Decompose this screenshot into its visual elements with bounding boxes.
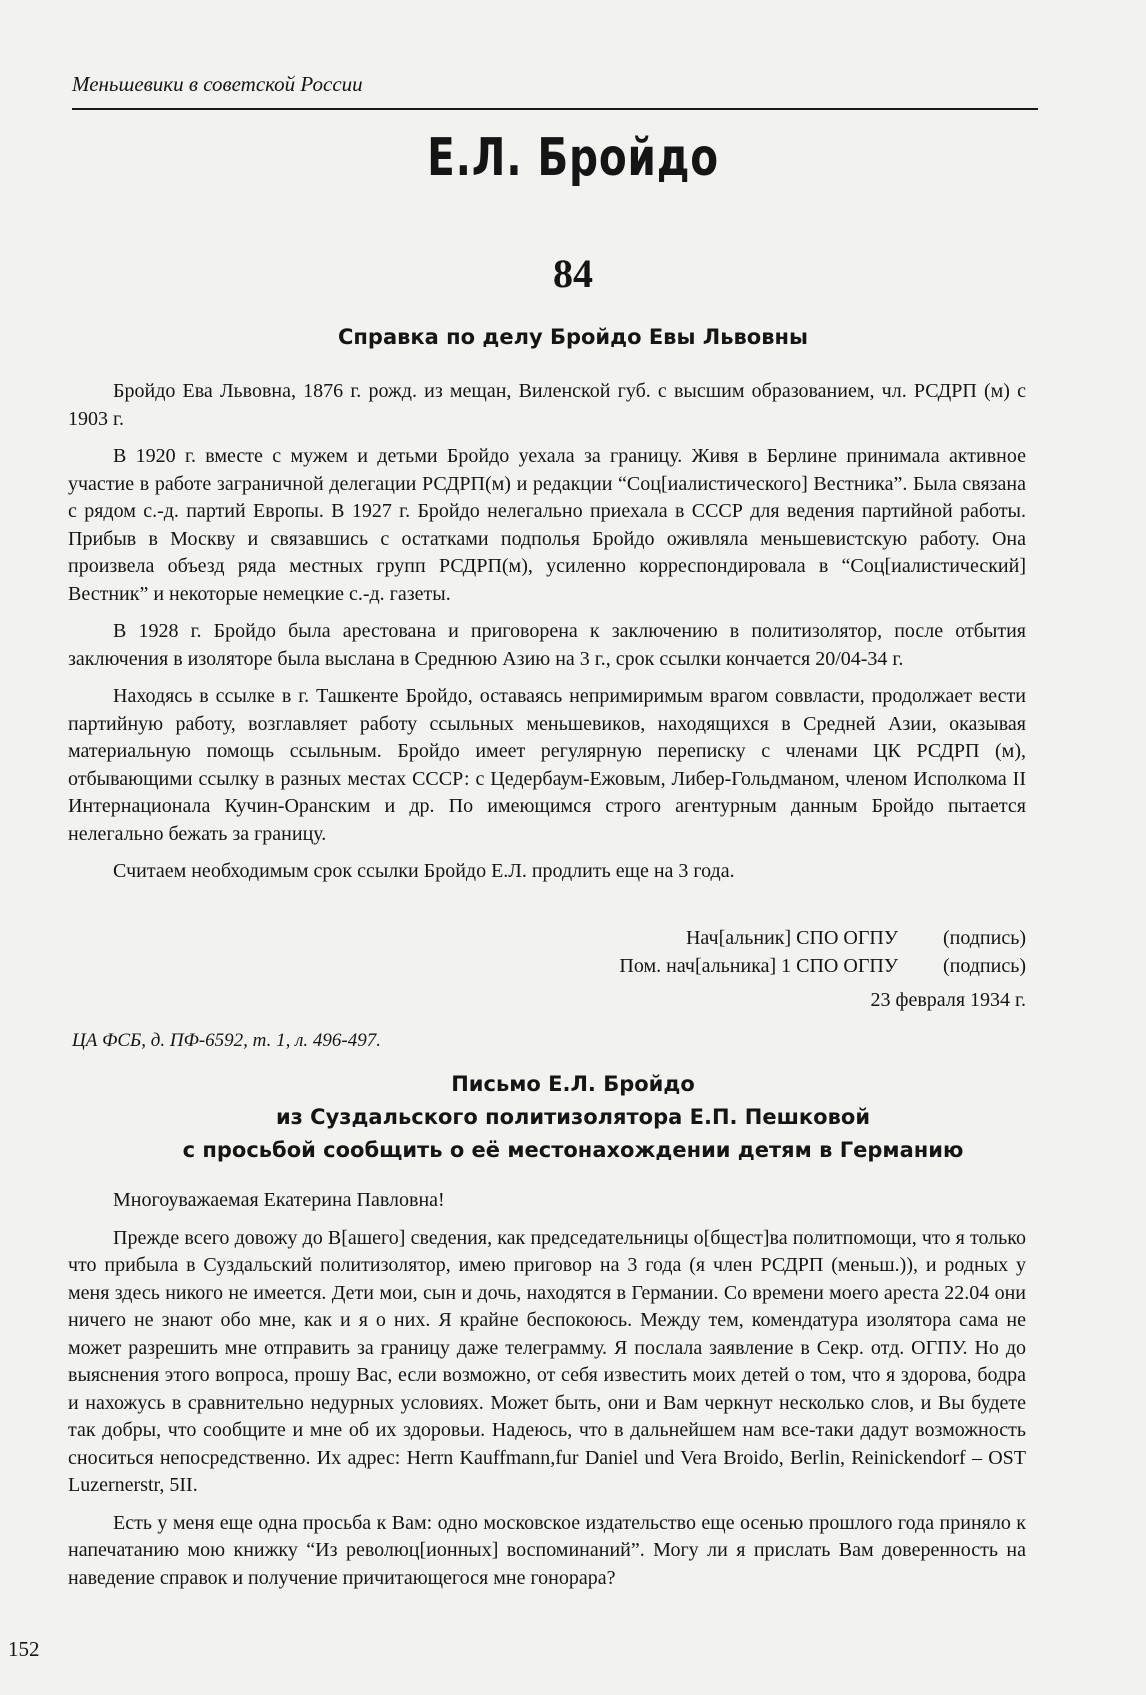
- paragraph: Считаем необходимым срок ссылки Бройдо Е.Л. продлить еще на 3 года.: [113, 860, 735, 882]
- signature-mark: (подпись): [942, 954, 1026, 977]
- letter-title: [0, 1068, 1146, 1167]
- document-body: [68, 378, 1026, 886]
- document-date: 23 февраля 1934 г.: [870, 989, 1026, 1011]
- paragraph: Находясь в ссылке в г. Ташкенте Бройдо, оставаясь непримиримым врагом соввласти, продолжает вести партийную работу, возглавляет работу ссыльных меньшевиков, находящихся в Средней Азии, оказывая материальную помощь ссыльным. Бройдо имеет регулярную переписку с членами ЦК РСДРП (м), отбывающими ссылку в разных местах СССР: с Цедербаум-Ежовым, Либер-Гольдманом, членом Исполкома II Интернационала Кучин-Оранским и др. По имеющимся строго агентурным данным Бройдо пытается нелегально бежать за границу.: [68, 685, 1026, 845]
- signature-role: Пом. нач[альника] 1 СПО ОГПУ: [619, 954, 898, 977]
- signature-row: [68, 953, 1026, 981]
- paragraph: Есть у меня еще одна просьба к Вам: одно московское издательство еще осенью прошлого года приняло к напечатанию мою книжку “Из революц[ионных] воспоминаний”. Могу ли я прислать Вам доверенность на наведение справок и получение причитающегося мне гонорара?: [68, 1511, 1026, 1589]
- running-header: Меньшевики в советской России: [72, 72, 363, 96]
- paragraph: Прежде всего довожу до В[ашего] сведения, как председательницы о[бщест]ва политпомощи, что я только что прибыла в Суздальский политизолятор, имею приговор на 3 года (я член РСДРП (меньш.)), и родных у меня здесь никого не имеется. Дети мои, сын и дочь, находятся в Германии. Со времени моего ареста 22.04 они ничего не знают обо мне, как и я о них. Я крайне беспокоюсь. Между тем, комендатура изолятора сама не может разрешить мне отправить за границу даже телеграмму. Я послала заявление в Секр. отд. ОГПУ. Но до выяснения этого вопроса, прошу Вас, если возможно, от себя известить моих детей о том, что я здорова, бодра и нахожусь в сравнительно недурных условиях. Может быть, они и Вам черкнут несколько слов, и Вы будете так добры, что сообщите и мне об их здоровьи. Надеюсь, что в дальнейшем нам все-таки дадут возможность сноситься непосредственно. Их адрес: Herrn Kauffmann,fur Daniel und Vera Broido, Berlin, Reinickendorf – OST Luzernerstr, 5II.: [68, 1226, 1026, 1496]
- archive-reference: ЦА ФСБ, д. ПФ-6592, т. 1, л. 496-497.: [72, 1030, 381, 1051]
- paragraph: В 1928 г. Бройдо была арестована и приговорена к заключению в политизолятор, после отбытия заключения в изоляторе была выслана в Среднюю Азию на 3 г., срок ссылки кончается 20/04-34 г.: [68, 620, 1026, 670]
- document-title: Справка по делу Бройдо Евы Львовны: [337, 325, 809, 349]
- signature-row: [68, 925, 1026, 953]
- paragraph: Бройдо Ева Львовна, 1876 г. рожд. из мещан, Виленской губ. с высшим образованием, чл. РСДРП (м) с 1903 г.: [68, 380, 1026, 430]
- document-number: 84: [553, 251, 593, 296]
- page-number: 152: [8, 1637, 40, 1661]
- signature-mark: (подпись): [942, 927, 1026, 949]
- letter-salutation: Многоуважаемая Екатерина Павловна!: [113, 1189, 445, 1211]
- header-rule: [72, 108, 1038, 110]
- paragraph: В 1920 г. вместе с мужем и детьми Бройдо уехала за границу. Живя в Берлине принимала активное участие в работе заграничной делегации РСДРП(м) и редакции “Соц[иалистического] Вестника”. Была связана с рядом с.-д. партий Европы. В 1927 г. Бройдо нелегально приехала в СССР для ведения партийной работы. Прибыв в Москву и связавшись с остатками подполья Бройдо оживляла меньшевистскую работу. Она произвела объезд ряда местных групп РСДРП(м), усиленно корреспондировала в “Соц[иалистический] Вестник” и некоторые немецкие с.-д. газеты.: [68, 445, 1026, 605]
- signature-block: [68, 925, 1026, 1015]
- letter-title-line: с просьбой сообщить о её местонахождении детям в Германию: [182, 1138, 964, 1162]
- letter-title-line: Письмо Е.Л. Бройдо: [451, 1072, 695, 1096]
- signature-role: Нач[альник] СПО ОГПУ: [685, 927, 898, 949]
- letter-title-line: из Суздальского политизолятора Е.П. Пешковой: [275, 1105, 871, 1129]
- letter-body: [68, 1187, 1026, 1592]
- person-name-heading: Е.Л. Бройдо: [427, 128, 719, 188]
